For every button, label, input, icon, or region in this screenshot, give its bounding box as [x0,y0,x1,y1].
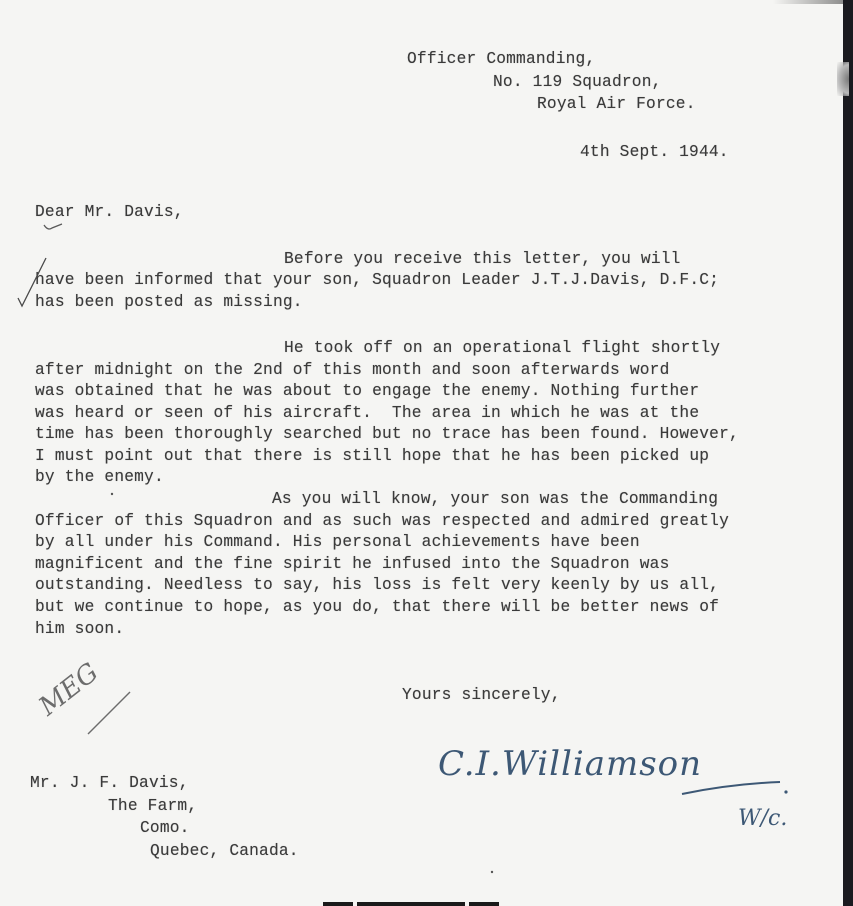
scan-bottom-mark [323,902,353,906]
recipient-address-line-3: Como. [140,819,190,837]
paragraph-1-line-1: Before you receive this letter, you will [284,250,681,268]
pencil-check-mark-icon [16,256,52,312]
recipient-address-line-2: The Farm, [108,797,198,815]
letterhead-line-3: Royal Air Force. [537,95,696,113]
paragraph-1-line-3: has been posted as missing. [35,293,303,311]
recipient-name: Mr. J. F. Davis, [30,774,189,792]
paragraph-3-line-7: him soon. [35,620,125,638]
paragraph-3-line-1: As you will know, your son was the Commanding [272,490,719,508]
paper-speck [490,870,494,874]
letterhead-line-1: Officer Commanding, [407,50,596,68]
scan-edge-shadow [843,0,853,906]
paragraph-2-line-4: was heard or seen of his aircraft. The area in which he was at the [35,404,700,422]
letterhead-line-2: No. 119 Squadron, [493,73,662,91]
paper-speck [110,492,114,496]
paragraph-3-line-6: but we continue to hope, as you do, that there will be better news of [35,598,720,616]
paragraph-2-line-1: He took off on an operational flight shortly [284,339,721,357]
recipient-address-line-4: Quebec, Canada. [150,842,299,860]
paragraph-3-line-2: Officer of this Squadron and as such was respected and admired greatly [35,512,729,530]
paragraph-1-line-2: have been informed that your son, Squadron Leader J.T.J.Davis, D.F.C; [35,271,720,289]
pencil-tick-mark-icon [42,222,66,232]
pencil-underline-stroke [86,688,136,738]
paragraph-2-line-5: time has been thoroughly searched but no trace has been found. However, [35,425,739,443]
scan-edge-bump [837,62,849,96]
salutation: Dear Mr. Davis, [35,203,184,221]
paragraph-2-line-2: after midnight on the 2nd of this month and soon afterwards word [35,361,670,379]
paragraph-3-line-3: by all under his Command. His personal achievements have been [35,533,640,551]
paragraph-3-line-4: magnificent and the fine spirit he infused into the Squadron was [35,555,670,573]
scan-edge-top [773,0,843,4]
paragraph-2-line-3: was obtained that he was about to engage the enemy. Nothing further [35,382,700,400]
signature-rank: W/c. [738,806,788,831]
paragraph-2-line-7: by the enemy. [35,468,164,486]
paragraph-2-line-6: I must point out that there is still hope that he has been picked up [35,447,710,465]
signature: C.I.Williamson [438,744,703,784]
paragraph-3-line-5: outstanding. Needless to say, his loss is felt very keenly by us all, [35,576,720,594]
letter-date: 4th Sept. 1944. [580,143,729,161]
closing: Yours sincerely, [402,686,561,704]
signature-underline [680,778,790,798]
scan-bottom-mark [469,902,499,906]
scan-bottom-mark [357,902,465,906]
pencil-initials: MEG [33,657,105,722]
